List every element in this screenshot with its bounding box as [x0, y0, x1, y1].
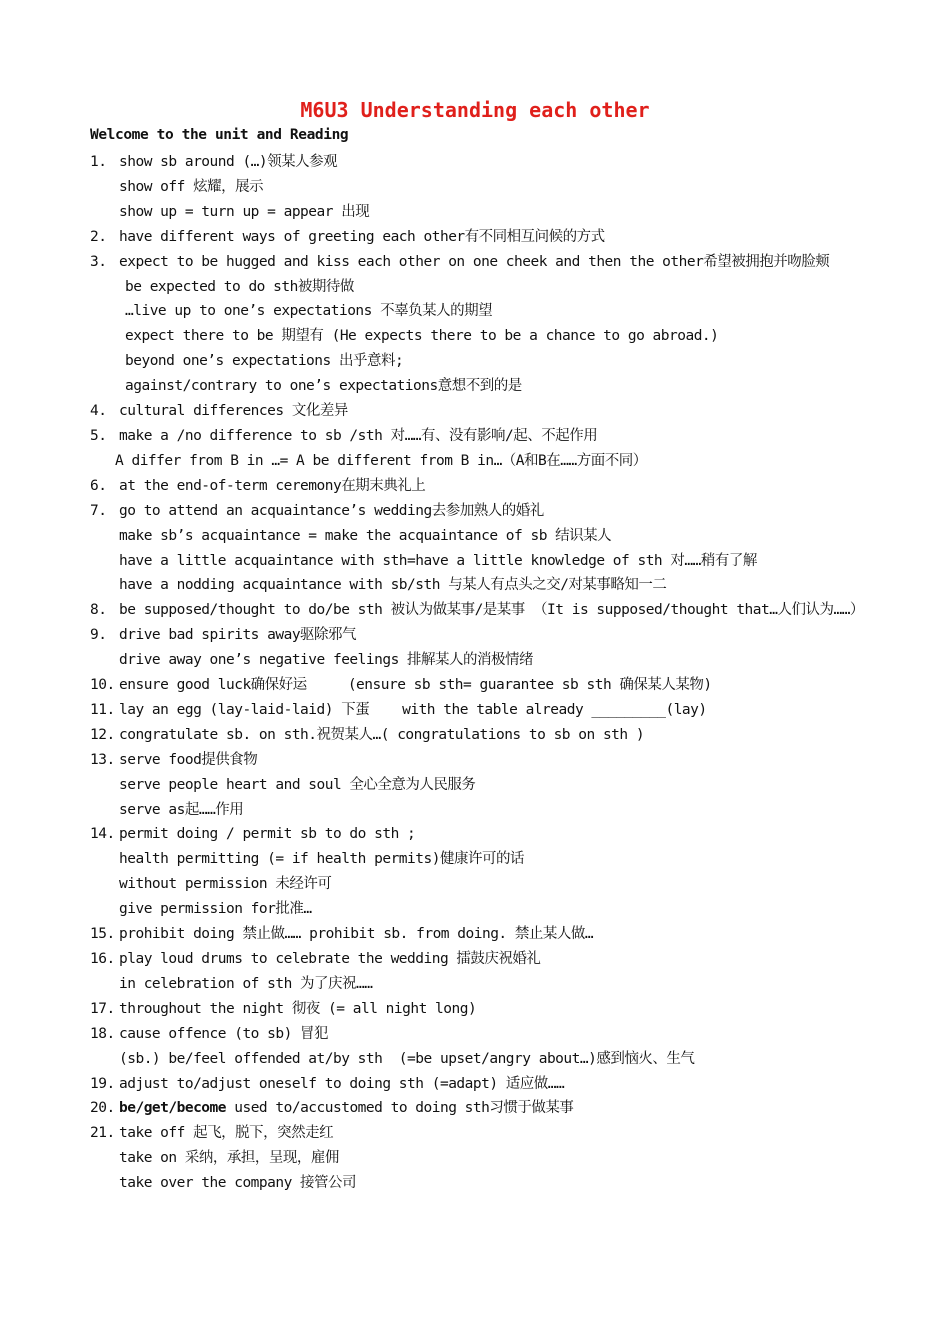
item-number: 15.: [90, 926, 115, 943]
item-line: at the end-of-term ceremony在期末典礼上: [119, 477, 426, 494]
item-line: [119, 1096, 870, 1121]
item-line: in celebration of sth 为了庆祝……: [119, 975, 373, 992]
list-item: [90, 225, 870, 250]
item-line: drive away one’s negative feelings 排解某人的消极情绪: [119, 652, 534, 669]
item-line: congratulate sb. on sth.祝贺某人…( congratulations to sb on sth ): [119, 726, 645, 743]
item-line: serve food提供食物: [119, 751, 258, 768]
list-item: [90, 723, 870, 748]
item-number: 5.: [90, 427, 107, 444]
item-line: show up = turn up = appear 出现: [119, 203, 370, 220]
item-line: …live up to one’s expectations 不辜负某人的期望: [125, 303, 493, 320]
list-item: [90, 399, 870, 424]
list-item: [90, 499, 870, 599]
list-item: [90, 474, 870, 499]
item-line: make a /no difference to sb /sth 对……有、没有影响/起、不起作用: [119, 427, 598, 444]
list-item: [90, 698, 870, 723]
list-item: [90, 922, 870, 947]
item-line: be expected to do sth被期待做: [125, 278, 354, 295]
vocabulary-list: [90, 150, 870, 1196]
item-number: 18.: [90, 1025, 115, 1042]
item-line: play loud drums to celebrate the wedding 擂鼓庆祝婚礼: [119, 951, 541, 967]
item-number: 6.: [90, 477, 107, 494]
item-line: lay an egg (lay-laid-laid) 下蛋 with the table already _________(lay): [119, 701, 707, 718]
list-item: [90, 997, 870, 1022]
list-item: [90, 250, 870, 399]
item-number: 2.: [90, 228, 107, 245]
item-line: expect there to be 期望有 (He expects there to be a chance to go abroad.): [125, 328, 719, 345]
list-item: [90, 1072, 870, 1097]
section-heading: Welcome to the unit and Reading: [90, 127, 349, 143]
item-line: health permitting (= if health permits)健康许可的话: [119, 851, 524, 868]
item-line: throughout the night 彻夜 (= all night long): [119, 1000, 477, 1017]
item-number: 11.: [90, 701, 115, 718]
item-line: against/contrary to one’s expectations意想不到的是: [125, 378, 522, 395]
item-number: 1.: [90, 154, 107, 170]
item-number: 19.: [90, 1075, 115, 1092]
list-item: [90, 748, 870, 823]
item-line: cause offence (to sb) 冒犯: [119, 1025, 329, 1042]
item-number: 20.: [90, 1100, 115, 1117]
item-line: take over the company 接管公司: [119, 1175, 357, 1192]
item-number: 9.: [90, 627, 107, 644]
list-item: [90, 424, 870, 474]
item-line: cultural differences 文化差异: [119, 403, 348, 420]
item-line: serve people heart and soul 全心全意为人民服务: [119, 776, 476, 793]
list-item: [90, 598, 870, 623]
item-line: have different ways of greeting each other有不同相互问候的方式: [119, 228, 605, 245]
item-number: 17.: [90, 1000, 115, 1017]
item-line: A differ from B in …= A be different from B in…（A和B在……方面不同）: [115, 452, 647, 469]
item-number: 14.: [90, 826, 115, 843]
item-line: (sb.) be/feel offended at/by sth (=be upset/angry about…)感到恼火、生气: [119, 1050, 695, 1067]
item-line: show sb around (…)领某人参观: [119, 154, 338, 170]
list-item: [90, 673, 870, 698]
list-item: [90, 623, 870, 673]
item-line: make sb’s acquaintance = make the acquaintance of sb 结识某人: [119, 527, 612, 544]
item-number: 8.: [90, 602, 107, 619]
phrase-rest: used to/accustomed to doing sth习惯于做某事: [226, 1100, 574, 1117]
list-item: [90, 822, 870, 922]
list-item: [90, 947, 870, 997]
item-number: 12.: [90, 726, 115, 743]
item-line: have a nodding acquaintance with sb/sth 与某人有点头之交/对某事略知一二: [119, 577, 667, 594]
list-item: [90, 1121, 870, 1196]
list-item: [90, 150, 870, 225]
item-number: 4.: [90, 403, 107, 420]
item-number: 3.: [90, 253, 107, 270]
item-line: drive bad spirits away驱除邪气: [119, 627, 357, 644]
item-line: give permission for批准…: [119, 901, 312, 918]
bold-phrase: be/get/become: [119, 1100, 226, 1117]
item-line: beyond one’s expectations 出乎意料;: [125, 353, 404, 370]
item-line: take off 起飞，脱下，突然走红: [119, 1125, 334, 1142]
item-line: be supposed/thought to do/be sth 被认为做某事/是某事 （It is supposed/thought that…人们认为……）: [119, 602, 864, 619]
item-line: expect to be hugged and kiss each other on one cheek and then the other希望被拥抱并吻脸颊: [119, 253, 830, 270]
item-number: 10.: [90, 677, 115, 694]
item-line: serve as起……作用: [119, 801, 244, 818]
item-line: permit doing / permit sb to do sth ;: [119, 826, 416, 843]
item-line: have a little acquaintance with sth=have a little knowledge of sth 对……稍有了解: [119, 552, 757, 569]
list-item: [90, 1096, 870, 1121]
item-line: go to attend an acquaintance’s wedding去参加熟人的婚礼: [119, 502, 544, 519]
item-number: 21.: [90, 1125, 115, 1142]
item-number: 13.: [90, 751, 115, 768]
item-line: show off 炫耀，展示: [119, 178, 264, 195]
item-line: take on 采纳，承担，呈现，雇佣: [119, 1150, 339, 1167]
page-title: M6U3 Understanding each other: [300, 98, 650, 122]
item-line: without permission 未经许可: [119, 876, 332, 893]
list-item: [90, 1022, 870, 1072]
item-line: ensure good luck确保好运 (ensure sb sth= guarantee sb sth 确保某人某物): [119, 677, 712, 694]
item-line: adjust to/adjust oneself to doing sth (=adapt) 适应做……: [119, 1075, 565, 1092]
item-number: 7.: [90, 502, 107, 519]
item-line: prohibit doing 禁止做…… prohibit sb. from doing. 禁止某人做…: [119, 926, 594, 943]
item-number: 16.: [90, 951, 115, 967]
